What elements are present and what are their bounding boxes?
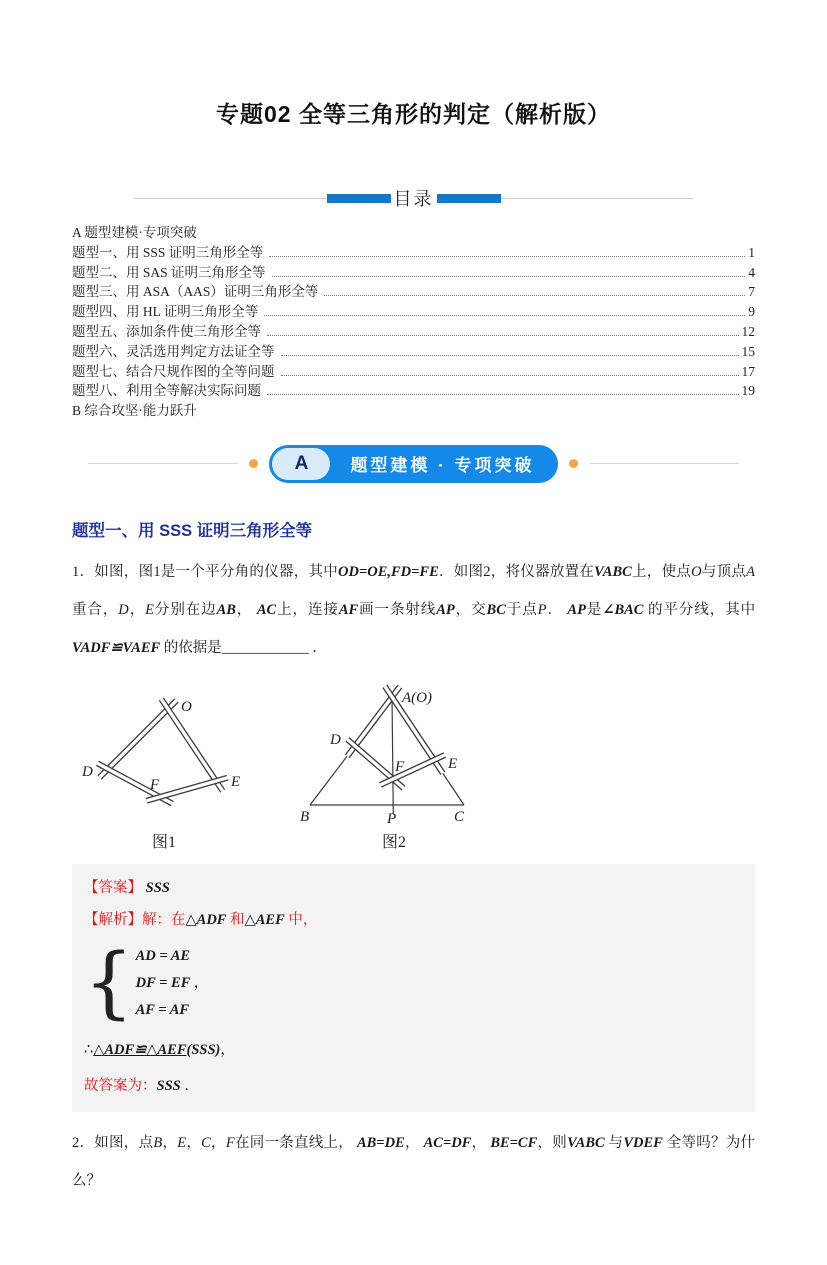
fig2-label-C: C <box>454 808 465 825</box>
toc-item-label: 题型六、灵活选用判定方法证全等 <box>72 343 275 359</box>
toc-page-number: 9 <box>748 304 755 320</box>
toc-item[interactable] <box>72 381 755 401</box>
banner-line-left <box>88 463 238 464</box>
toc-bar-right-icon <box>437 194 501 203</box>
page-title: 专题02 全等三角形的判定（解析版） <box>216 101 611 127</box>
equation-text: DF = EF <box>135 974 191 991</box>
figures-row <box>80 677 755 852</box>
left-brace-icon: { <box>84 937 134 1028</box>
toc-dotted-leader <box>272 276 746 277</box>
toc-page-number: 19 <box>741 383 755 399</box>
toc-item-label: 题型七、结合尺规作图的全等问题 <box>72 363 275 379</box>
figure-1-caption: 图1 <box>151 833 176 851</box>
document-page <box>0 96 827 1200</box>
figure-1 <box>80 677 248 852</box>
toc-item[interactable] <box>72 322 755 342</box>
section-banner-label: 题型建模 · 专项突破 <box>350 456 535 476</box>
toc-page-number: 1 <box>748 244 755 260</box>
toc-item[interactable] <box>72 342 755 362</box>
equation-column <box>136 946 209 1020</box>
toc-header: 目录 <box>393 189 434 209</box>
toc-dotted-leader <box>267 335 739 336</box>
toc-page-number: 7 <box>748 284 755 300</box>
question-1-text: 1．如图，图1是一个平分角的仪器，其中OD=OE,FD=FE．如图2，将仪器放置在VABC上，使点O与顶点A重合，D，E分别在边AB， AC上，连接AF画一条射线AP，交BC于点P． AP是∠BAC 的平分线，其中VADF≌VAEF 的依据是____________ ． <box>72 563 756 656</box>
toc-item-label: 题型一、用 SSS 证明三角形全等 <box>72 244 264 260</box>
figure-2-caption: 图2 <box>381 833 406 851</box>
toc-item[interactable] <box>72 243 755 263</box>
toc-page-number: 4 <box>748 264 755 280</box>
toc-dotted-leader <box>281 355 739 356</box>
toc-item[interactable] <box>72 362 755 382</box>
equation-system <box>84 937 743 1028</box>
banner-dot-right-icon <box>569 459 578 468</box>
fig2-label-A: A(O) <box>402 689 432 706</box>
banner-line-right <box>589 463 739 464</box>
toc-item[interactable] <box>72 263 755 283</box>
figure-2-drawing <box>292 677 496 827</box>
toc-dotted-leader <box>324 295 745 296</box>
toc-group-a: A 题型建模·专项突破 <box>72 225 197 240</box>
fig2-label-D: D <box>330 731 341 748</box>
analysis-line: 【解析】解：在△ADF 和△AEF 中， <box>84 911 318 928</box>
section-letter-badge: A <box>272 448 330 480</box>
toc-dotted-leader <box>269 256 745 257</box>
toc-item-label: 题型四、用 HL 证明三角形全等 <box>72 304 259 320</box>
banner-dot-left-icon <box>249 459 258 468</box>
fig1-label-F: F <box>150 776 160 793</box>
toc-divider <box>134 185 693 211</box>
answer-line <box>84 874 743 902</box>
fig1-label-E: E <box>231 773 241 790</box>
section-a-banner <box>72 445 755 483</box>
toc-page-number: 17 <box>741 363 755 379</box>
fig1-label-D: D <box>82 763 93 780</box>
divider-line-right <box>501 198 694 199</box>
fig2-label-E: E <box>448 755 458 772</box>
toc-item-label: 题型二、用 SAS 证明三角形全等 <box>72 264 266 280</box>
answer-block <box>72 864 755 1112</box>
final-answer-line: 故答案为：SSS ． <box>84 1077 199 1094</box>
toc-dotted-leader <box>281 375 739 376</box>
toc-item[interactable] <box>72 282 755 302</box>
toc-bar-left-icon <box>327 194 391 203</box>
fig2-label-B: B <box>300 808 310 825</box>
equation-line: AF = AF <box>135 1001 190 1018</box>
equation-comma: ， <box>193 974 209 991</box>
toc-dotted-leader <box>264 315 745 316</box>
section-a-pill <box>269 445 557 483</box>
fig2-label-P: P <box>387 810 397 827</box>
answer-label: 【答案】 <box>84 879 142 896</box>
fig1-label-O: O <box>181 698 192 715</box>
question-2-text: 2．如图，点B，E，C，F在同一条直线上， AB=DE， AC=DF， BE=CF，则VABC 与VDEF 全等吗？为什么？ <box>72 1134 756 1189</box>
toc-dotted-leader <box>267 394 739 395</box>
toc-item[interactable] <box>72 302 755 322</box>
divider-line-left <box>134 198 327 199</box>
equation-line: AD = AE <box>135 947 191 964</box>
table-of-contents <box>72 223 755 421</box>
topic-1-heading: 题型一、用 SSS 证明三角形全等 <box>72 521 313 540</box>
conclusion-line: ∴△ADF≌△AEF(SSS)， <box>84 1041 235 1058</box>
toc-item-label: 题型五、添加条件使三角形全等 <box>72 323 261 339</box>
figure-2 <box>292 677 496 852</box>
equation-line <box>136 973 209 993</box>
toc-item-label: 题型八、利用全等解决实际问题 <box>72 383 261 399</box>
toc-item-label: 题型三、用 ASA（AAS）证明三角形全等 <box>72 284 319 300</box>
fig2-label-F: F <box>395 758 405 775</box>
toc-page-number: 15 <box>741 343 755 359</box>
toc-page-number: 12 <box>741 323 755 339</box>
toc-group-b: B 综合攻坚·能力跃升 <box>72 403 197 419</box>
answer-value: SSS <box>145 879 170 896</box>
figure-1-drawing <box>80 677 248 827</box>
